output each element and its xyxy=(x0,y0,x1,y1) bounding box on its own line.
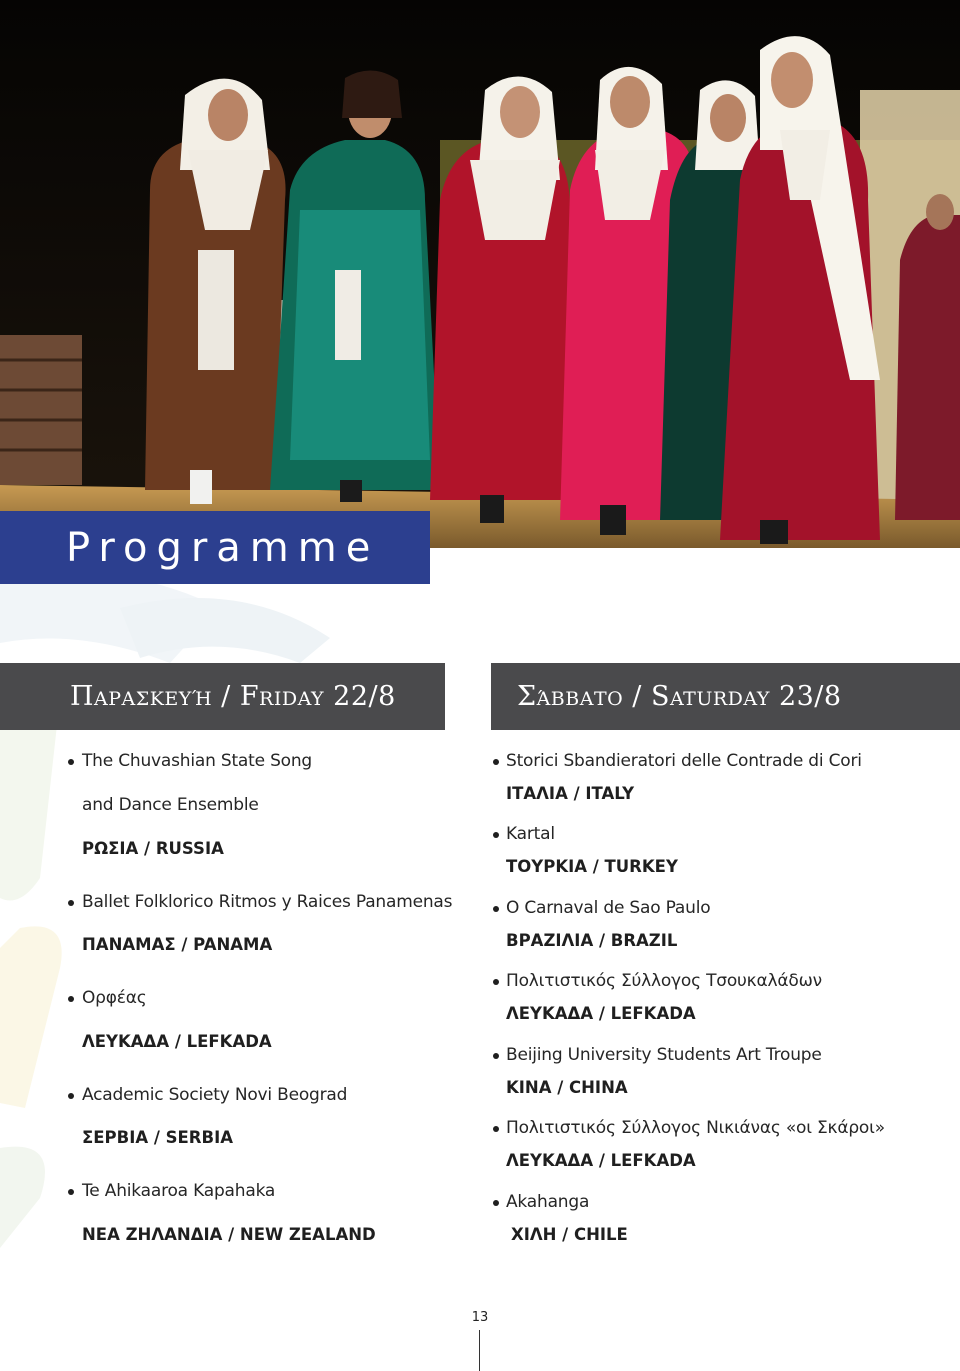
act-name: Ballet Folklorico Ritmos y Raices Panamenas xyxy=(82,892,453,912)
act-country: ΝΕΑ ΖΗΛΑΝΔΙΑ / NEW ZEALAND xyxy=(82,1225,376,1244)
act-country: ΙΤΑΛΙΑ / ITALY xyxy=(506,784,635,803)
bullet xyxy=(68,996,74,1002)
act-country: ΛΕΥΚΑΔΑ / LEFKADA xyxy=(506,1151,696,1170)
bullet xyxy=(493,1053,499,1059)
act-name: O Carnaval de Sao Paulo xyxy=(506,898,711,918)
bullet xyxy=(68,1093,74,1099)
act-country: ΡΩΣΙΑ / RUSSIA xyxy=(82,839,224,858)
saturday-header xyxy=(491,663,960,730)
act-country: ΛΕΥΚΑΔΑ / LEFKADA xyxy=(506,1004,696,1023)
act-name: Te Ahikaaroa Kapahaka xyxy=(82,1181,276,1201)
act-name: Ορφέας xyxy=(82,988,147,1008)
bullet xyxy=(68,1189,74,1195)
bullet xyxy=(68,900,74,906)
bullet xyxy=(493,832,499,838)
dancers-photo xyxy=(0,0,960,548)
act-country: ΣΕΡΒΙΑ / SERBIA xyxy=(82,1128,233,1147)
act-name: Πολιτιστικός Σύλλογος Νικιάνας «οι Σκάροι» xyxy=(506,1118,885,1138)
page-number-rule xyxy=(479,1330,480,1371)
bullet xyxy=(493,979,499,985)
bullet xyxy=(493,906,499,912)
friday-header xyxy=(0,663,445,730)
act-country: ΛΕΥΚΑΔΑ / LEFKADA xyxy=(82,1032,272,1051)
saturday-header-text: Σάββατο / Saturday 23/8 xyxy=(517,681,842,712)
act-country: ΒΡΑΖΙΛΙΑ / BRAZIL xyxy=(506,931,678,950)
act-name: Beijing University Students Art Troupe xyxy=(506,1045,822,1065)
bullet xyxy=(68,759,74,765)
act-country: ΚΙΝΑ / CHINA xyxy=(506,1078,628,1097)
act-name: Storici Sbandieratori delle Contrade di Cori xyxy=(506,751,862,771)
page-number: 13 xyxy=(471,1310,489,1325)
act-name: Academic Society Novi Beograd xyxy=(82,1085,348,1105)
act-name: Akahanga xyxy=(506,1192,590,1212)
bullet xyxy=(493,759,499,765)
act-name: The Chuvashian State Song xyxy=(82,751,313,771)
bullet xyxy=(493,1126,499,1132)
act-name: Πολιτιστικός Σύλλογος Τσουκαλάδων xyxy=(506,971,822,991)
act-country: ΧΙΛΗ / CHILE xyxy=(511,1225,628,1244)
act-name: Kartal xyxy=(506,824,555,844)
act-country: ΠΑΝΑΜΑΣ / PANAMA xyxy=(82,935,273,954)
friday-header-text: Παρασκευή / Friday 22/8 xyxy=(70,681,396,712)
programme-banner xyxy=(0,511,430,584)
act-country: ΤΟΥΡΚΙΑ / TURKEY xyxy=(506,857,678,876)
programme-title: Programme xyxy=(66,524,380,571)
bullet xyxy=(493,1200,499,1206)
act-name-continued: and Dance Ensemble xyxy=(82,795,259,815)
